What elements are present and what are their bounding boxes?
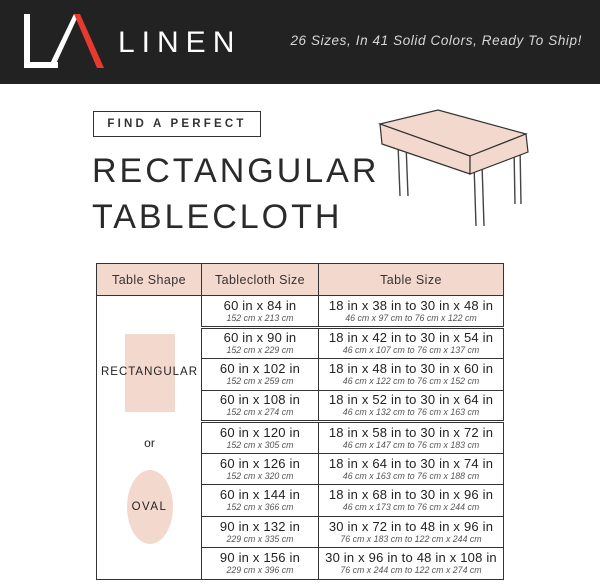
table-cm: 76 cm x 183 cm to 122 cm x 244 cm xyxy=(340,533,482,544)
header-table-size: Table Size xyxy=(319,264,504,296)
table-cm: 46 cm x 132 cm to 76 cm x 163 cm xyxy=(342,407,480,418)
size-in: 60 in x 108 in xyxy=(219,392,301,408)
size-cm: 152 cm x 274 cm xyxy=(226,407,294,418)
tablecloth-size-cell xyxy=(202,485,319,517)
table-size-cell xyxy=(319,359,504,391)
tablecloth-size-cell xyxy=(202,453,319,485)
table-cm: 46 cm x 122 cm to 76 cm x 152 cm xyxy=(342,376,480,387)
table-cm: 46 cm x 173 cm to 76 cm x 244 cm xyxy=(342,502,480,513)
table-size-cell xyxy=(319,422,504,454)
oval-label: OVAL xyxy=(131,501,168,513)
header-tablecloth-size: Tablecloth Size xyxy=(202,264,319,296)
page-title-line-2: TABLECLOTH xyxy=(92,198,343,236)
size-in: 60 in x 126 in xyxy=(219,455,301,471)
tablecloth-size-cell xyxy=(202,516,319,548)
size-cm: 152 cm x 229 cm xyxy=(226,345,294,356)
tablecloth-size-cell xyxy=(202,327,319,359)
table-size-cell xyxy=(319,296,504,328)
shape-cell xyxy=(97,296,202,580)
tablecloth-size-cell xyxy=(202,548,319,580)
table-in: 18 in x 58 in to 30 in x 72 in xyxy=(328,424,494,440)
la-logo xyxy=(18,10,114,72)
size-cm: 152 cm x 320 cm xyxy=(226,470,294,481)
size-in: 90 in x 132 in xyxy=(219,518,301,534)
tablecloth-size-cell xyxy=(202,296,319,328)
table-cm: 76 cm x 244 cm to 122 cm x 274 cm xyxy=(340,565,482,576)
size-cm: 152 cm x 259 cm xyxy=(226,376,294,387)
header-table-shape: Table Shape xyxy=(97,264,202,296)
or-label: or xyxy=(144,436,155,450)
table-header-row xyxy=(97,264,504,296)
size-cm: 152 cm x 366 cm xyxy=(226,502,294,513)
size-in: 60 in x 120 in xyxy=(219,424,301,440)
size-cm: 229 cm x 396 cm xyxy=(226,565,294,576)
table-in: 18 in x 38 in to 30 in x 48 in xyxy=(328,297,494,313)
table-size-cell xyxy=(319,516,504,548)
table-size-cell xyxy=(319,327,504,359)
size-table xyxy=(96,263,504,580)
tablecloth-size-cell xyxy=(202,359,319,391)
size-in: 60 in x 144 in xyxy=(219,487,301,503)
shape-illustrations xyxy=(97,296,202,579)
table-in: 18 in x 48 in to 30 in x 60 in xyxy=(328,361,494,377)
table-size-cell xyxy=(319,453,504,485)
tagline: 26 Sizes, In 41 Solid Colors, Ready To Ship! xyxy=(290,33,582,48)
table-in: 30 in x 96 in to 48 in x 108 in xyxy=(325,550,497,566)
tablecloth-table-illustration xyxy=(374,104,534,230)
tablecloth-size-cell xyxy=(202,422,319,454)
table-in: 18 in x 52 in to 30 in x 64 in xyxy=(328,392,494,408)
table-cm: 46 cm x 107 cm to 76 cm x 137 cm xyxy=(342,345,480,356)
table-in: 30 in x 72 in to 48 in x 96 in xyxy=(328,518,494,534)
table-in: 18 in x 64 in to 30 in x 74 in xyxy=(328,455,494,471)
table-cm: 46 cm x 97 cm to 76 cm x 122 cm xyxy=(345,312,477,323)
size-in: 90 in x 156 in xyxy=(219,550,301,566)
size-in: 60 in x 102 in xyxy=(219,361,301,377)
table-size-cell xyxy=(319,390,504,422)
size-in: 60 in x 84 in xyxy=(223,297,297,313)
kicker-box: FIND A PERFECT xyxy=(93,111,261,137)
rectangular-label: RECTANGULAR xyxy=(100,366,199,378)
table-cm: 46 cm x 163 cm to 76 cm x 188 cm xyxy=(342,470,480,481)
table-row xyxy=(97,296,504,328)
tablecloth-size-cell xyxy=(202,390,319,422)
size-cm: 152 cm x 213 cm xyxy=(226,312,294,323)
table-cm: 46 cm x 147 cm to 76 cm x 183 cm xyxy=(342,439,480,450)
brand-wordmark: LINEN xyxy=(118,26,242,59)
size-cm: 152 cm x 305 cm xyxy=(226,439,294,450)
header-bar xyxy=(0,0,600,84)
table-size-cell xyxy=(319,548,504,580)
size-in: 60 in x 90 in xyxy=(223,330,297,346)
table-size-cell xyxy=(319,485,504,517)
page-title-line-1: RECTANGULAR xyxy=(92,152,380,190)
table-in: 18 in x 42 in to 30 in x 54 in xyxy=(328,330,494,346)
table-in: 18 in x 68 in to 30 in x 96 in xyxy=(328,487,494,503)
size-cm: 229 cm x 335 cm xyxy=(226,533,294,544)
